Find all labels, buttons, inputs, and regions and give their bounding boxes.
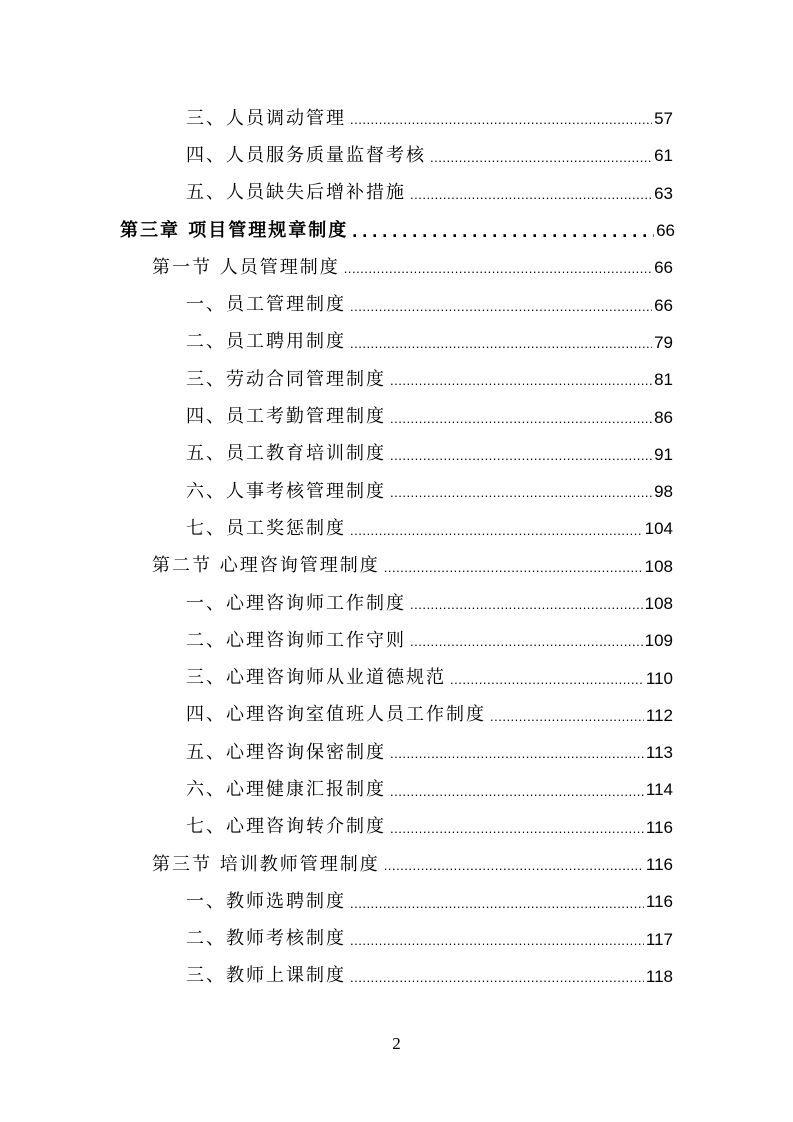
toc-entry-page: 66	[656, 221, 675, 241]
toc-entry-page: 116	[645, 817, 673, 837]
toc-entry-page: 118	[645, 966, 673, 986]
toc-section-entry[interactable]	[0, 846, 793, 883]
toc-entry-page: 116	[645, 855, 673, 875]
toc-entry-page: 91	[654, 444, 673, 464]
toc-entry-page: 66	[654, 258, 673, 278]
toc-dot-leader	[344, 262, 652, 286]
toc-entry-page: 114	[645, 780, 673, 800]
page-number: 2	[392, 1034, 401, 1053]
toc-dot-leader	[384, 859, 644, 883]
toc-item-entry[interactable]	[0, 585, 793, 622]
toc-item-entry[interactable]	[0, 921, 793, 958]
toc-item-entry[interactable]	[0, 398, 793, 435]
toc-dot-leader	[352, 222, 654, 249]
toc-entry-title: 二、教师考核制度	[186, 928, 346, 950]
toc-entry-title: 一、心理咨询师工作制度	[186, 592, 406, 614]
toc-item-entry[interactable]	[0, 324, 793, 361]
toc-entry-title: 三、人员调动管理	[186, 107, 346, 129]
toc-entry-page: 104	[644, 519, 673, 539]
toc-entry-title: 七、心理咨询转介制度	[186, 816, 386, 838]
toc-dot-leader	[410, 188, 652, 212]
toc-entry-page: 79	[654, 332, 673, 352]
toc-section-entry[interactable]	[0, 249, 793, 286]
toc-item-entry[interactable]	[0, 137, 793, 174]
toc-dot-leader	[430, 151, 652, 175]
table-of-contents	[0, 100, 793, 995]
toc-entry-page: 63	[654, 183, 673, 203]
toc-entry-title: 第三章 项目管理规章制度	[120, 219, 349, 241]
toc-dot-leader	[390, 785, 644, 809]
toc-item-entry[interactable]	[0, 734, 793, 771]
toc-entry-title: 六、心理健康汇报制度	[186, 778, 386, 800]
toc-dot-leader	[490, 710, 644, 734]
toc-dot-leader	[384, 561, 643, 585]
toc-item-entry[interactable]	[0, 883, 793, 920]
toc-entry-title: 一、员工管理制度	[186, 294, 346, 316]
toc-dot-leader	[350, 897, 644, 921]
toc-entry-title: 四、员工考勤管理制度	[186, 406, 386, 428]
toc-item-entry[interactable]	[0, 436, 793, 473]
toc-entry-title: 二、员工聘用制度	[186, 331, 346, 353]
toc-entry-page: 116	[645, 892, 673, 912]
toc-entry-page: 108	[644, 594, 673, 613]
toc-dot-leader	[390, 747, 644, 771]
toc-item-entry[interactable]	[0, 771, 793, 808]
toc-dot-leader	[350, 113, 652, 137]
toc-dot-leader	[350, 971, 644, 995]
toc-item-entry[interactable]	[0, 622, 793, 659]
toc-item-entry[interactable]	[0, 473, 793, 510]
toc-entry-title: 五、员工教育培训制度	[186, 443, 386, 465]
toc-entry-page: 113	[645, 743, 673, 763]
toc-item-entry[interactable]	[0, 958, 793, 995]
toc-item-entry[interactable]	[0, 100, 793, 137]
toc-dot-leader	[350, 300, 652, 324]
toc-chapter-entry[interactable]	[0, 212, 793, 249]
toc-entry-page: 109	[644, 631, 673, 651]
toc-dot-leader	[390, 412, 652, 436]
toc-entry-title: 三、劳动合同管理制度	[186, 368, 386, 390]
toc-entry-title: 五、心理咨询保密制度	[186, 741, 386, 763]
toc-entry-page: 57	[654, 109, 673, 129]
toc-dot-leader	[350, 337, 652, 361]
toc-dot-leader	[390, 822, 644, 846]
toc-entry-page: 117	[645, 929, 673, 949]
toc-section-entry[interactable]	[0, 548, 793, 585]
toc-entry-title: 三、教师上课制度	[186, 965, 346, 987]
toc-item-entry[interactable]	[0, 510, 793, 547]
toc-entry-title: 第三节 培训教师管理制度	[152, 853, 380, 875]
toc-dot-leader	[390, 486, 652, 510]
toc-entry-page: 66	[654, 295, 673, 315]
toc-entry-title: 四、人员服务质量监督考核	[186, 144, 426, 166]
toc-dot-leader	[390, 374, 652, 398]
toc-item-entry[interactable]	[0, 659, 793, 696]
toc-item-entry[interactable]	[0, 361, 793, 398]
toc-entry-title: 第一节 人员管理制度	[152, 256, 340, 278]
toc-entry-page: 108	[644, 556, 673, 576]
toc-entry-title: 六、人事考核管理制度	[186, 480, 386, 502]
toc-item-entry[interactable]	[0, 286, 793, 323]
toc-dot-leader	[390, 449, 652, 473]
toc-dot-leader	[350, 934, 644, 958]
toc-entry-title: 五、人员缺失后增补措施	[186, 182, 406, 204]
toc-entry-title: 三、心理咨询师从业道德规范	[186, 667, 446, 689]
toc-item-entry[interactable]	[0, 809, 793, 846]
toc-dot-leader	[350, 524, 643, 548]
toc-entry-title: 第二节 心理咨询管理制度	[152, 555, 380, 577]
toc-item-entry[interactable]	[0, 697, 793, 734]
toc-entry-title: 二、心理咨询师工作守则	[186, 629, 406, 651]
toc-dot-leader	[410, 598, 643, 622]
toc-entry-page: 81	[654, 370, 673, 390]
toc-dot-leader	[410, 635, 643, 659]
toc-entry-page: 112	[645, 705, 673, 725]
toc-entry-title: 四、心理咨询室值班人员工作制度	[186, 704, 486, 726]
toc-entry-title: 七、员工奖惩制度	[186, 517, 346, 539]
toc-entry-page: 61	[654, 146, 673, 166]
toc-entry-title: 一、教师选聘制度	[186, 890, 346, 912]
toc-entry-page: 110	[645, 668, 673, 688]
toc-entry-page: 98	[654, 482, 673, 502]
toc-entry-page: 86	[654, 407, 673, 427]
toc-dot-leader	[450, 673, 644, 697]
toc-item-entry[interactable]	[0, 175, 793, 212]
